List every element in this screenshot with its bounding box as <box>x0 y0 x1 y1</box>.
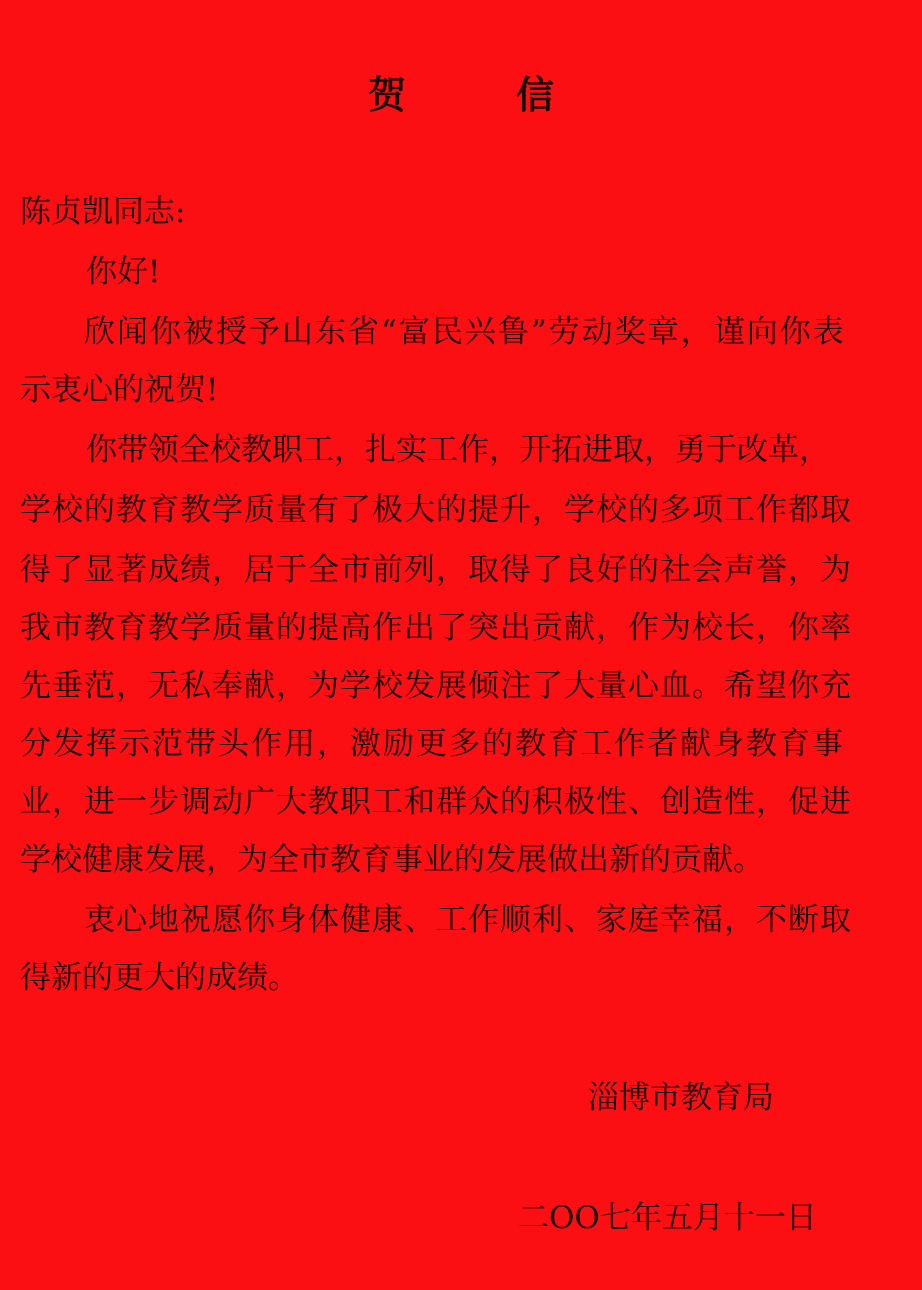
body-line: 得新的更大的成绩。 <box>20 960 299 996</box>
salutation: 陈贞凯同志: <box>20 194 186 230</box>
signature-organization: 淄博市教育局 <box>588 1080 774 1116</box>
greeting-line: 你好! <box>86 254 161 290</box>
body-line: 你带领全校教职工，扎实工作，开拓进取，勇于改革， <box>86 432 830 468</box>
title-char-2: 信 <box>516 73 555 117</box>
title-char-1: 贺 <box>367 73 406 117</box>
body-line: 学校健康发展，为全市教育事业的发展做出新的贡献。 <box>20 842 764 878</box>
body-line: 得了显著成绩，居于全市前列，取得了良好的社会声誉，为 <box>20 552 852 588</box>
body-line: 业，进一步调动广大教职工和群众的积极性、创造性，促进 <box>20 784 852 820</box>
signature-date: 二OO七年五月十一日 <box>518 1200 817 1236</box>
body-line: 我市教育教学质量的提高作出了突出贡献，作为校长，你率 <box>20 610 852 646</box>
body-line: 分发挥示范带头作用，激励更多的教育工作者献身教育事 <box>20 726 845 762</box>
body-line: 先垂范，无私奉献，为学校发展倾注了大量心血。希望你充 <box>20 668 852 704</box>
body-line: 欣闻你被授予山东省“富民兴鲁”劳动奖章，谨向你表 <box>84 314 846 350</box>
letter-title <box>0 70 922 120</box>
body-line: 示衷心的祝贺! <box>20 372 219 408</box>
body-line: 学校的教育教学质量有了极大的提升，学校的多项工作都取 <box>20 492 852 528</box>
body-line: 衷心地祝愿你身体健康、工作顺利、家庭幸福，不断取 <box>84 902 852 938</box>
